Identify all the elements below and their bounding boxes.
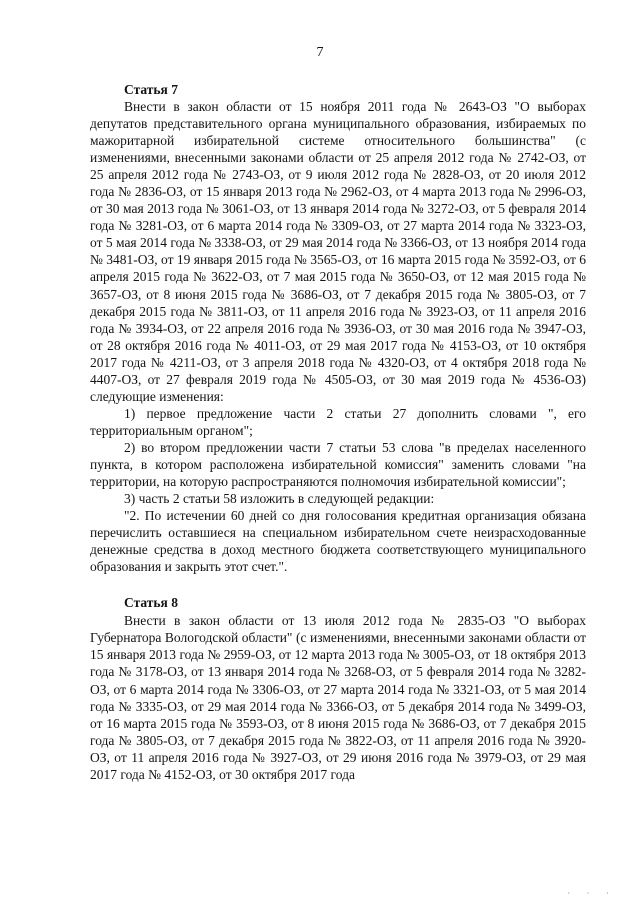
page-number: 7 xyxy=(316,45,324,60)
article-7-intro: Внести в закон области от 15 ноября 2011 года № 2643-ОЗ "О выборах депутатов представительного органа муниципального образования, избираемых по мажоритарной избирательной системе относительного большинства" (с изменениями, внесенными законами области от 25 апреля 2012 года № 2742-ОЗ, от 25 апреля 2012 года № 2743-ОЗ, от 9 июля 2012 года № 2828-ОЗ, от 20 июля 2012 года № 2836-ОЗ, от 15 января 2013 года № 2962-ОЗ, от 4 марта 2013 года № 2996-ОЗ, от 30 мая 2013 года № 3061-ОЗ, от 13 января 2014 года № 3272-ОЗ, от 5 февраля 2014 года № 3281-ОЗ, от 6 марта 2014 года № 3309-ОЗ, от 27 марта 2014 года № 3323-ОЗ, от 5 мая 2014 года № 3338-ОЗ, от 29 мая 2014 года № 3366-ОЗ, от 13 ноября 2014 года № 3481-ОЗ, от 19 января 2015 года № 3565-ОЗ, от 16 марта 2015 года № 3592-ОЗ, от 6 апреля 2015 года № 3622-ОЗ, от 7 мая 2015 года № 3650-ОЗ, от 12 мая 2015 года № 3657-ОЗ, от 8 июня 2015 года № 3686-ОЗ, от 7 декабря 2015 года № 3805-ОЗ, от 7 декабря 2015 года № 3811-ОЗ, от 11 апреля 2016 года № 3923-ОЗ, от 11 апреля 2016 года № 3934-ОЗ, от 22 апреля 2016 года № 3936-ОЗ, от 30 мая 2016 года № 3947-ОЗ, от 28 октября 2016 года № 4011-ОЗ, от 29 мая 2017 года № 4153-ОЗ, от 10 октября 2017 года № 4211-ОЗ, от 3 апреля 2018 года № 4320-ОЗ, от 4 октября 2018 года № 4407-ОЗ, от 27 февраля 2019 года № 4505-ОЗ, от 30 мая 2019 года № 4536-ОЗ) следующие изменения: xyxy=(90,99,586,404)
article-7-item-3: 3) часть 2 статьи 58 изложить в следующей редакции: xyxy=(124,491,435,507)
article-7-quote: "2. По истечении 60 дней со дня голосования кредитная организация обязана перечислить оставшиеся на специальном избирательном счете неизрасходованные денежные средства в доход местного бюджета соответствующего муниципального образования и закрыть этот счет.". xyxy=(90,508,586,575)
corner-mark: · · · xyxy=(567,890,616,897)
article-8-intro: Внести в закон области от 13 июля 2012 года № 2835-ОЗ "О выборах Губернатора Вологодской области" (с изменениями, внесенными законами области от 15 января 2013 года № 2959-ОЗ, от 12 марта 2013 года № 3005-ОЗ, от 18 октября 2013 года № 3178-ОЗ, от 13 января 2014 года № 3268-ОЗ, от 5 февраля 2014 года № 3282-ОЗ, от 6 марта 2014 года № 3306-ОЗ, от 27 марта 2014 года № 3321-ОЗ, от 5 мая 2014 года № 3335-ОЗ, от 29 мая 2014 года № 3366-ОЗ, от 5 декабря 2014 года № 3499-ОЗ, от 16 марта 2015 года № 3593-ОЗ, от 8 июня 2015 года № 3686-ОЗ, от 7 декабря 2015 года № 3805-ОЗ, от 7 декабря 2015 года № 3822-ОЗ, от 11 апреля 2016 года № 3920-ОЗ, от 11 апреля 2016 года № 3927-ОЗ, от 29 июня 2016 года № 3979-ОЗ, от 29 мая 2017 года № 4152-ОЗ, от 30 октября 2017 года xyxy=(90,613,586,782)
article-7-heading: Статья 7 xyxy=(124,82,178,97)
article-7-item-2: 2) во втором предложении части 7 статьи 53 слова "в пределах населенного пункта, в котором расположена избирательной комиссия" заменить словами "на территории, на которую распространяются полномочия избирательной комиссии"; xyxy=(90,439,586,490)
article-7 xyxy=(90,81,586,575)
article-8 xyxy=(90,594,586,782)
document-body xyxy=(90,81,586,783)
article-7-item-1: 1) первое предложение части 2 статьи 27 дополнить словами ", его территориальным органом"; xyxy=(90,405,586,438)
article-8-heading: Статья 8 xyxy=(124,595,178,611)
